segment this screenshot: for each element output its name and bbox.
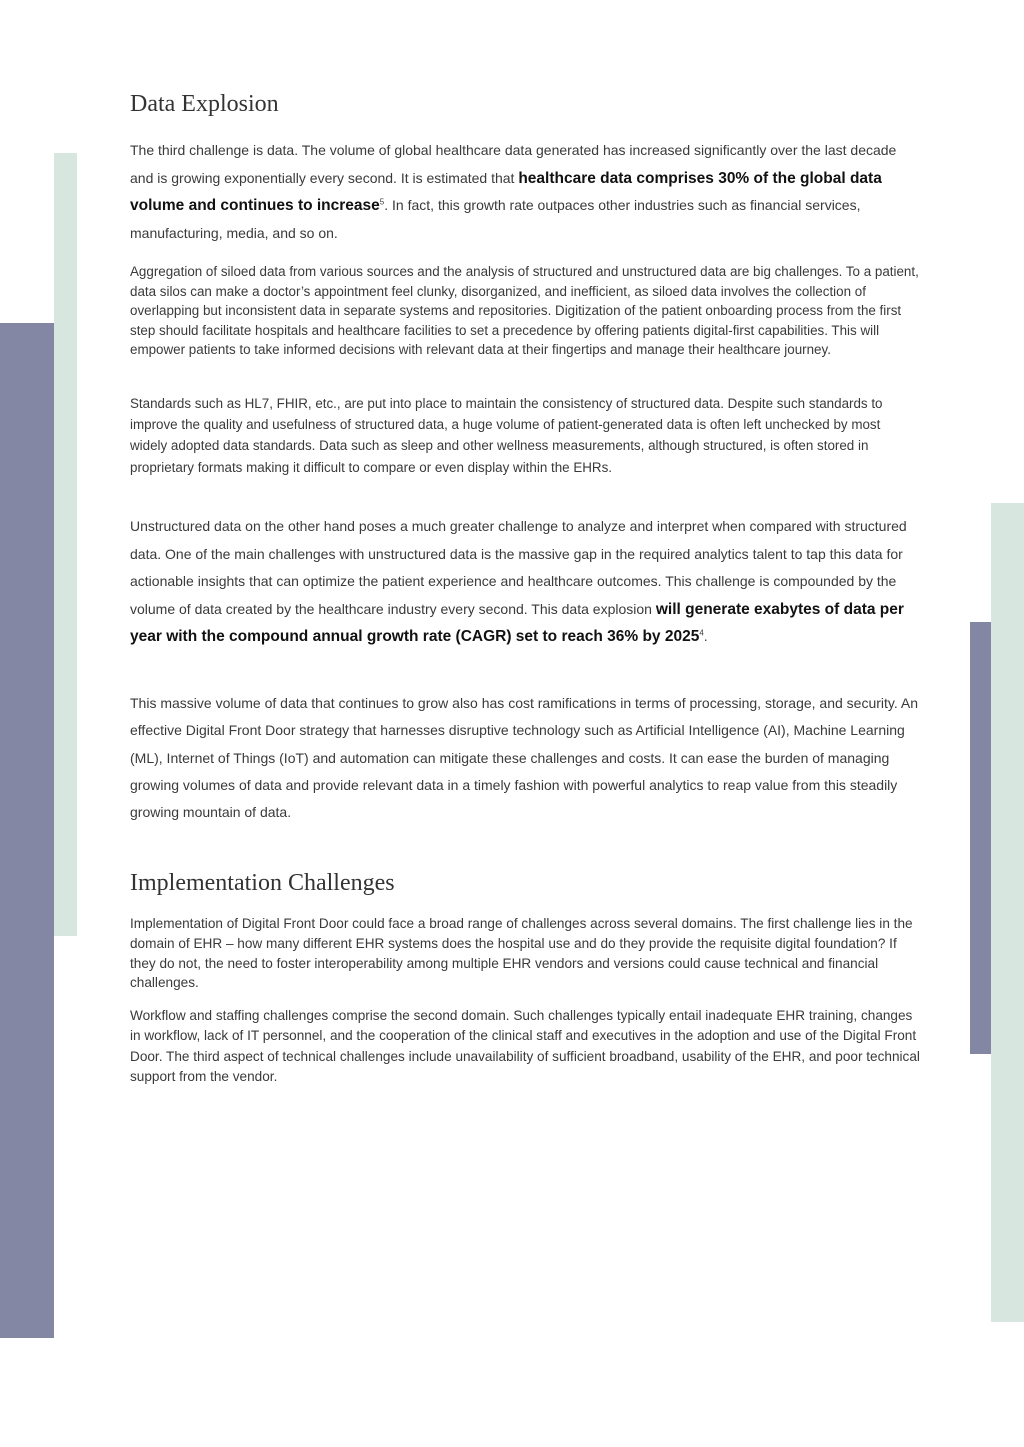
highlighted-statistic: healthcare data comprises 30% of the global data volume and continues to increase xyxy=(130,169,882,214)
right-purple-decorative-bar xyxy=(970,622,991,1054)
paragraph-data-costs: This massive volume of data that continues to grow also has cost ramifications in terms of processing, storage, and security. An effective Digital Front Door strategy that harnesses disruptive technology such as Artificial Intelligence (AI), Machine Learning (ML), Internet of Things (IoT) and automation can mitigate these challenges and costs. It can ease the burden of managing growing volumes of data and provide relevant data in a timely fashion with powerful analytics to reap value from this steadily growing mountain of data. xyxy=(130,695,918,821)
footnote-ref: 4 xyxy=(699,628,704,638)
paragraph-data-volume xyxy=(130,137,920,247)
right-green-decorative-bar xyxy=(991,503,1024,1322)
paragraph-unstructured-data xyxy=(130,513,920,651)
highlighted-statistic: will generate exabytes of data per year with the compound annual growth rate (CAGR) set to reach 36% by 2025 xyxy=(130,600,904,645)
section-title-implementation-challenges: Implementation Challenges xyxy=(130,870,395,896)
section-title-data-explosion: Data Explosion xyxy=(130,91,279,117)
paragraph-text: Unstructured data on the other hand poses a much greater challenge to analyze and interpret when compared with structured data. One of the main challenges with unstructured data is the massive gap in the required analytics talent to tap this data for actionable insights that can optimize the patient experience and healthcare outcomes. This challenge is compounded by the volume of data created by the healthcare industry every second. This data explosion xyxy=(130,518,907,617)
paragraph-ehr-challenges: Implementation of Digital Front Door could face a broad range of challenges across several domains. The first challenge lies in the domain of EHR – how many different EHR systems does the hospital use and do they provide the requisite digital foundation? If they do not, the need to foster interoperability among multiple EHR vendors and versions could cause technical and financial challenges. xyxy=(130,916,913,991)
paragraph-text: The third challenge is data. The volume of global healthcare data generated has increased significantly over the last decade and is growing exponentially every second. It is estimated that xyxy=(130,142,897,186)
left-purple-decorative-bar xyxy=(0,323,54,1338)
footnote-ref: 5 xyxy=(379,197,385,207)
paragraph-data-standards: Standards such as HL7, FHIR, etc., are put into place to maintain the consistency of structured data. Despite such standards to improve the quality and usefulness of structured data, a huge volume of patient-generated data is often left unchecked by most widely adopted data standards. Data such as sleep and other wellness measurements, although structured, is often stored in proprietary formats making it difficult to compare or even display within the EHRs. xyxy=(130,396,883,475)
paragraph-workflow-challenges: Workflow and staffing challenges comprise the second domain. Such challenges typically entail inadequate EHR training, changes in workflow, lack of IT personnel, and the cooperation of the clinical staff and executives in the adoption and use of the Digital Front Door. The third aspect of technical challenges include unavailability of sufficient broadband, usability of the EHR, and poor technical support from the vendor. xyxy=(130,1008,920,1085)
paragraph-data-silos: Aggregation of siloed data from various sources and the analysis of structured and unstructured data are big challenges. To a patient, data silos can make a doctor’s appointment feel clunky, disorganized, and inefficient, as siloed data involves the collection of overlapping but inconsistent data in separate systems and repositories. Digitization of the patient onboarding process from the first step should facilitate hospitals and healthcare facilities to set a precedence by offering patients digital-first capabilities. This will empower patients to take informed decisions with relevant data at their fingertips and manage their healthcare journey. xyxy=(130,264,919,358)
paragraph-text: . xyxy=(703,628,708,644)
paragraph-text: . In fact, this growth rate outpaces other industries such as financial services, manufacturing, media, and so on. xyxy=(130,197,861,241)
left-green-decorative-bar xyxy=(54,153,77,936)
